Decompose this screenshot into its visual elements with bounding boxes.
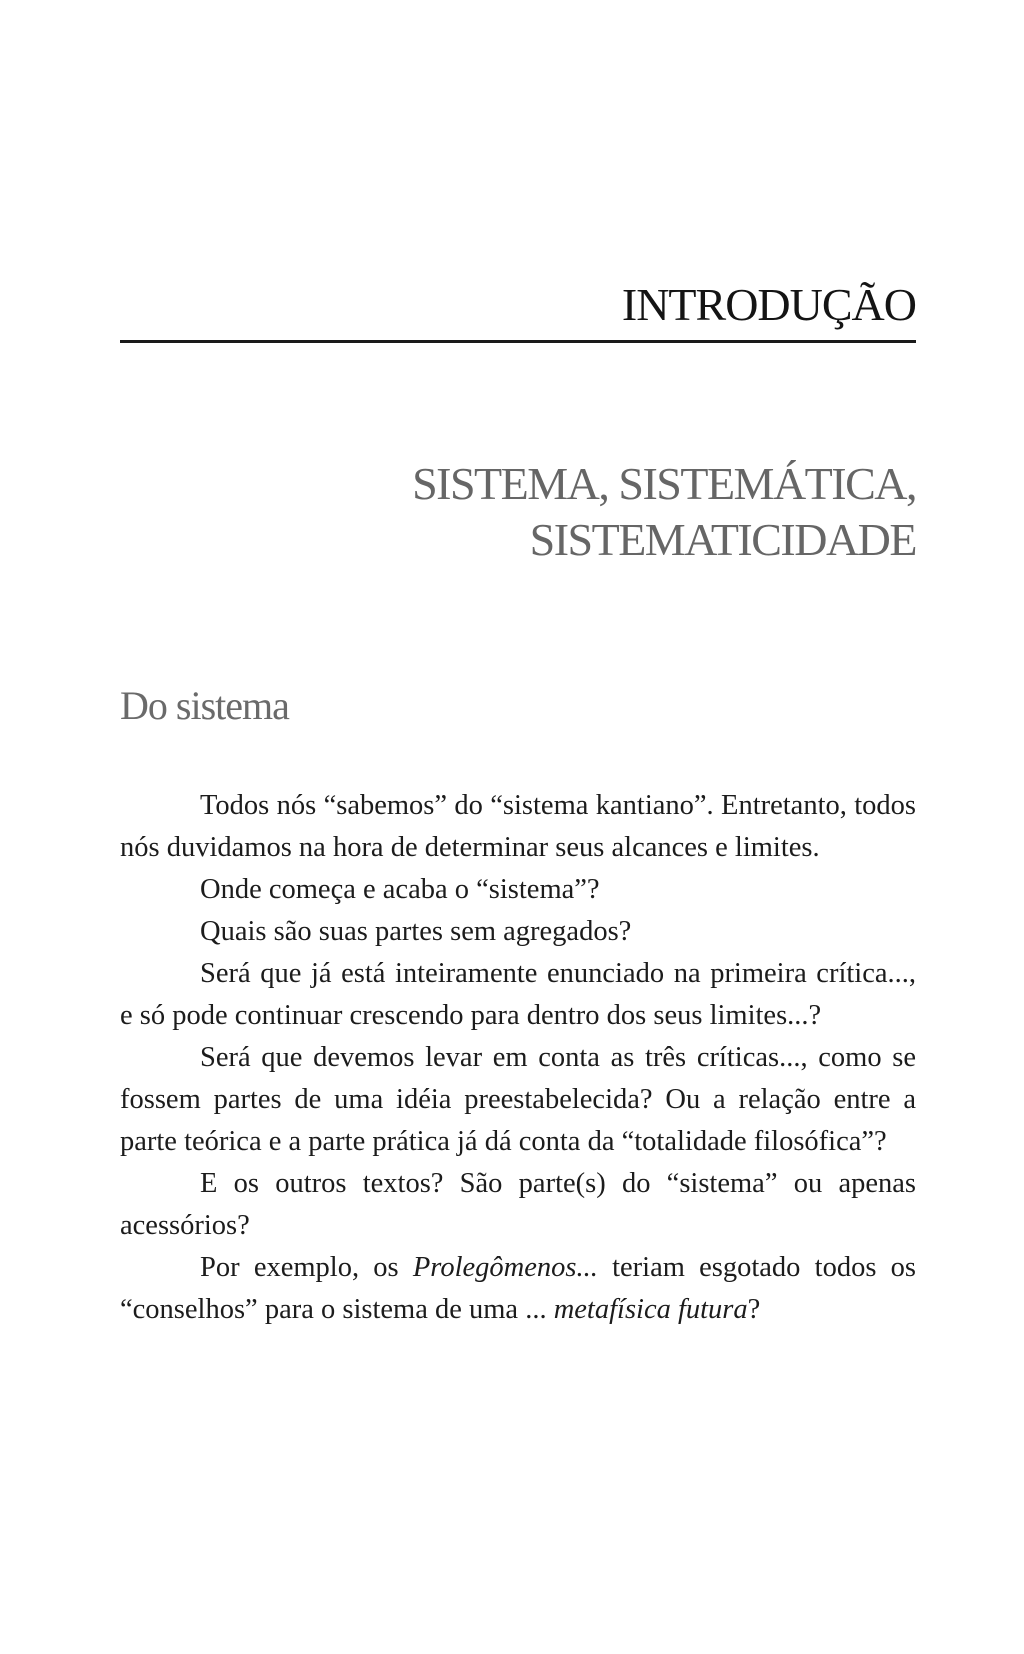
section-title-line-1: SISTEMA, SISTEMÁTICA, xyxy=(412,458,916,509)
paragraph-7 xyxy=(120,1247,916,1331)
paragraph-7-text-end: ? xyxy=(747,1294,761,1325)
chapter-divider xyxy=(120,340,916,343)
paragraph-5: Será que devemos levar em conta as três críticas..., como se fossem partes de uma idéia preestabelecida? Ou a relação entre a parte teórica e a parte prática já dá conta da “totalidade filosófica”? xyxy=(120,1042,916,1157)
paragraph-2: Onde começa e acaba o “sistema”? xyxy=(200,874,600,905)
paragraph-3: Quais são suas partes sem agregados? xyxy=(200,916,632,947)
paragraph-1: Todos nós “sabemos” do “sistema kantiano”. Entretanto, todos nós duvidamos na hora de determinar seus alcances e limites. xyxy=(120,790,916,863)
chapter-title: INTRODUÇÃO xyxy=(621,279,916,330)
paragraph-7-text-middle: teriam esgotado todos os “conselhos” para o sistema de uma ... xyxy=(120,1252,916,1325)
section-title xyxy=(120,456,916,568)
body-text xyxy=(120,785,916,1331)
paragraph-4: Será que já está inteiramente enunciado na primeira crítica..., e só pode continuar crescendo para dentro dos seus limites...? xyxy=(120,958,916,1031)
paragraph-7-italic-term: metafísica futura xyxy=(553,1294,748,1325)
paragraph-7-text-start: Por exemplo, os xyxy=(200,1252,413,1283)
paragraph-6: E os outros textos? São parte(s) do “sistema” ou apenas acessórios? xyxy=(120,1168,916,1241)
paragraph-7-italic-title: Prolegômenos... xyxy=(412,1252,598,1283)
subsection-title: Do sistema xyxy=(120,683,289,728)
section-title-line-2: SISTEMATICIDADE xyxy=(529,514,916,565)
